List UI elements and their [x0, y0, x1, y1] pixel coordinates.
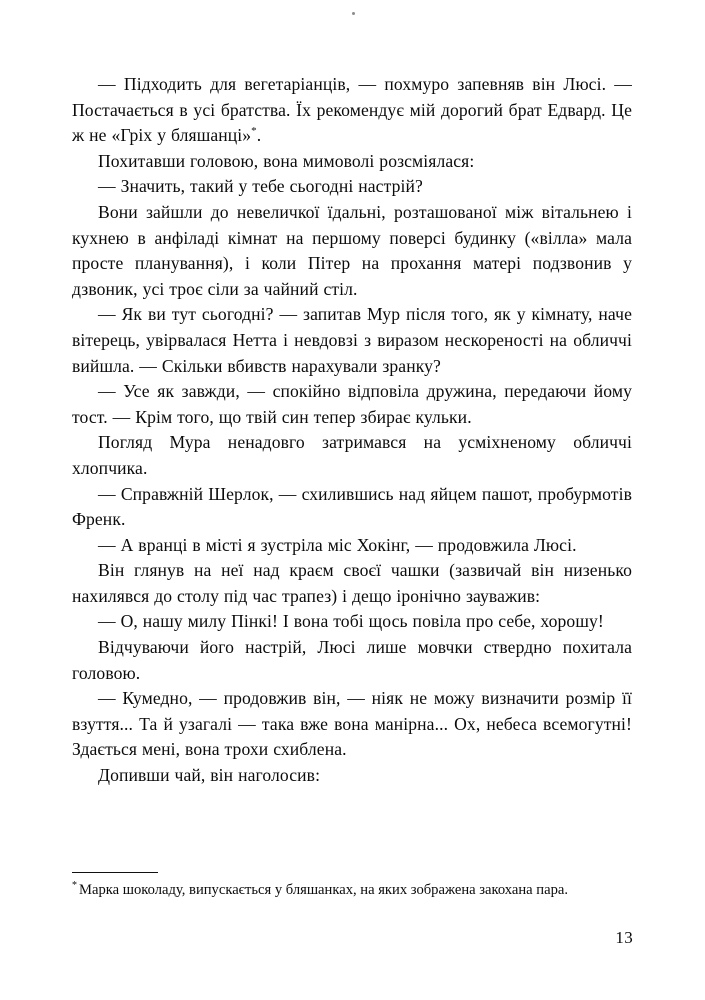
paragraph-7: Погляд Мура ненадовго затримався на усміхненому обличчі хлопчика.	[72, 432, 632, 478]
paragraph-11: — О, нашу милу Пінкі! І вона тобі щось повіла про себе, хорошу!	[98, 611, 604, 632]
body-text	[72, 72, 632, 789]
page-speck	[352, 12, 355, 15]
paragraph-13: — Кумедно, — продовжив він, — ніяк не можу визначити розмір її взуття... Та й узагалі — така вже вона манірна... Ох, небеса всемогутні! Здається мені, вона трохи схиблена.	[72, 688, 632, 760]
paragraph-3: — Значить, такий у тебе сьогодні настрій?	[98, 176, 423, 197]
paragraph-14: Допивши чай, він наголосив:	[98, 765, 321, 786]
paragraph-6: — Усе як завжди, — спокійно відповіла дружина, передаючи йому тост. — Крім того, що твій син тепер збирає кульки.	[72, 381, 632, 427]
paragraph-4: Вони зайшли до невеличкої їдальні, розташованої між вітальнею і кухнею в анфіладі кімнат на першому поверсі будинку («вілла» мала просте планування), і коли Пітер на прохання матері подзвонив у дзвоник, усі троє сіли за чайний стіл.	[72, 201, 632, 299]
footnote-reference: *	[251, 125, 257, 138]
footnote-divider	[72, 872, 158, 873]
paragraph-2: Похитавши головою, вона мимоволі розсміялася:	[98, 150, 475, 171]
footnote-marker: *	[72, 880, 77, 892]
paragraph-8: — Справжній Шерлок, — схилившись над яйцем пашот, пробурмотів Френк.	[72, 483, 632, 530]
page-number: 13	[615, 928, 633, 947]
footnote-text: Марка шоколаду, випускається у бляшанках, на яких зображена закохана пара.	[79, 882, 569, 898]
paragraph-10: Він глянув на неї над краєм своєї чашки (зазвичай він низенько нахилявся до столу під час трапез) і дещо іронічно зауважив:	[72, 560, 632, 606]
paragraph-5: — Як ви тут сьогодні? — запитав Мур після того, як у кімнату, наче вітерець, увірвалася Нетта і невдовзі з виразом нескореності на обличчі вийшла. — Скільки вбивств нарахували зранку?	[72, 304, 632, 376]
footnote	[72, 880, 632, 901]
paragraph-9: — А вранці в місті я зустріла міс Хокінг, — продовжила Люсі.	[98, 534, 577, 555]
paragraph-1: — Підходить для вегетаріанців, — похмуро запевняв він Люсі. — Постачається в усі братства. Їх рекомендує мій дорогий брат Едвард. Це ж не «Гріх у бляшанці»*.	[72, 74, 632, 146]
paragraph-12: Відчуваючи його настрій, Люсі лише мовчки ствердно похитала головою.	[72, 637, 632, 683]
